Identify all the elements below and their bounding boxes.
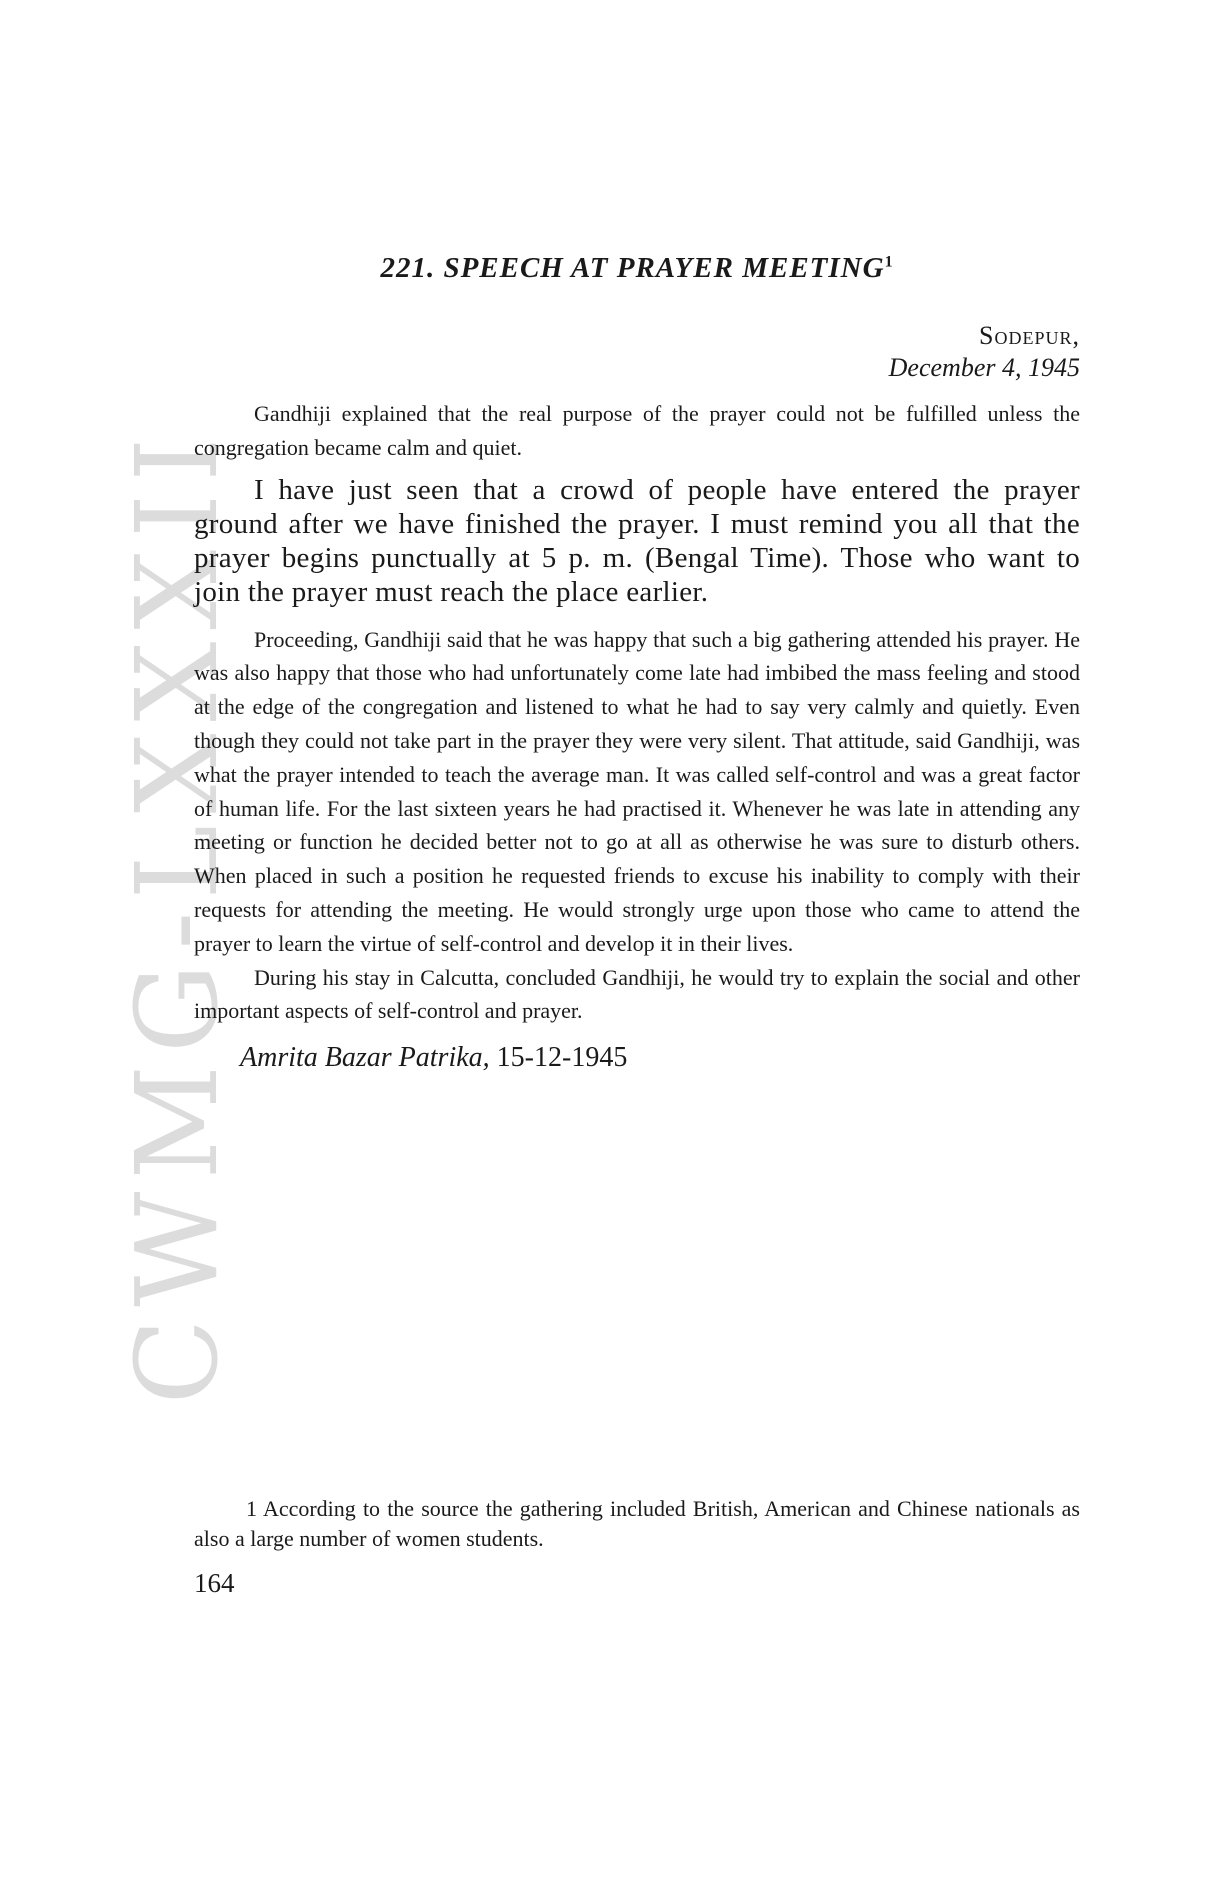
dateline-place: Sodepur,: [979, 321, 1080, 350]
paragraph-during: During his stay in Calcutta, concluded Gandhiji, he would try to explain the social and other important aspects of self-control and prayer.: [194, 964, 1080, 1024]
paragraph-proceeding: Proceeding, Gandhiji said that he was happy that such a big gathering attended his prayer. He was also happy that those who had unfortunately come late had imbibed the mass feeling and stood at the edge of the congregation and listened to what he had to say very calmly and quietly. Even though they could not take part in the prayer they were very silent. That attitude, said Gandhiji, was what the prayer intended to teach the average man. It was called self-control and was a great factor of human life. For the last sixteen years he had practised it. Whenever he was late in attending any meeting or function he decided better not to go at all as otherwise he was sure to disturb others. When placed in such a position he requested friends to excuse his inability to comply with their requests for attending the meeting. He would strongly urge upon those who came to attend the prayer to learn the virtue of self-control and develop it in their lives.: [194, 626, 1080, 956]
source-citation: [194, 1042, 1080, 1074]
watermark-text: CWMG-LXXXII: [113, 425, 243, 1405]
footnote-marker: 1: [246, 1496, 257, 1521]
footnote-text: According to the source the gathering included British, American and Chinese nationals as also a large number of women students.: [194, 1496, 1080, 1551]
document-body: [194, 252, 1080, 1074]
source-publication: Amrita Bazar Patrika,: [240, 1042, 490, 1074]
section-title: SPEECH AT PRAYER MEETING: [443, 252, 885, 284]
page-number: 164: [194, 1568, 235, 1598]
paragraph-quote: I have just seen that a crowd of people have entered the prayer ground after we have finished the prayer. I must remind you all that the prayer begins punctually at 5 p. m. (Bengal Time). Those who want to join the prayer must reach the place earlier.: [194, 473, 1080, 608]
section-number: 221.: [380, 252, 436, 284]
footnote: [194, 1494, 1080, 1554]
dateline-date: December 4, 1945: [888, 353, 1080, 382]
paragraph-intro: Gandhiji explained that the real purpose of the prayer could not be fulfilled unless the congregation became calm and quiet.: [194, 401, 1080, 460]
footnote-reference: 1: [884, 253, 894, 271]
source-date: 15-12-1945: [496, 1042, 628, 1074]
section-heading: [194, 252, 1080, 285]
